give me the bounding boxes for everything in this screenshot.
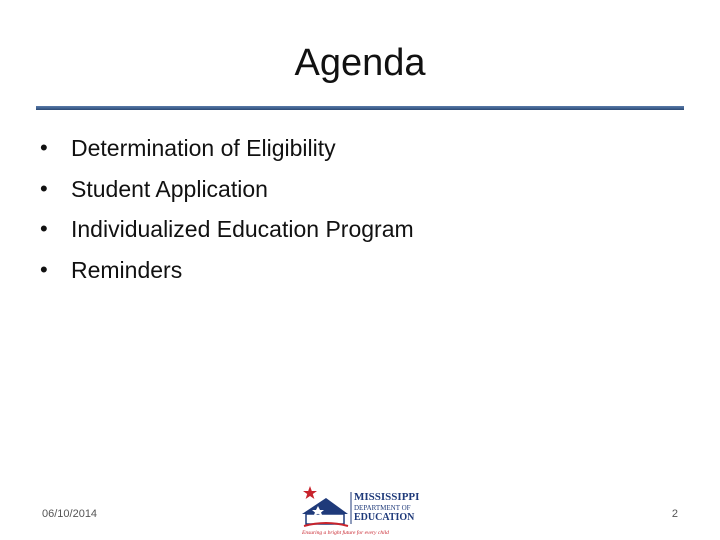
logo-line2: DEPARTMENT OF (354, 504, 411, 512)
logo-line3: EDUCATION (354, 512, 415, 523)
bullet-icon: • (40, 256, 48, 282)
footer-date: 06/10/2014 (42, 508, 98, 520)
schoolhouse-emblem-icon (302, 498, 348, 526)
list-item-text: Student Application (71, 175, 268, 202)
star-icon (303, 486, 317, 499)
bullet-icon: • (40, 135, 48, 160)
mississippi-department-of-education-logo (296, 484, 426, 536)
logo-line1: MISSISSIPPI (354, 491, 420, 503)
logo-tagline: Ensuring a bright future for every child (302, 530, 389, 536)
list-item-text: Determination of Eligibility (71, 135, 336, 161)
bullet-icon: • (40, 175, 48, 201)
title-divider (36, 106, 684, 110)
page-number: 2 (671, 508, 678, 520)
list-item-text: Reminders (71, 256, 183, 283)
slide-title: Agenda (294, 42, 426, 84)
bullet-icon: • (40, 216, 48, 241)
list-item-text: Individualized Education Program (71, 216, 414, 242)
